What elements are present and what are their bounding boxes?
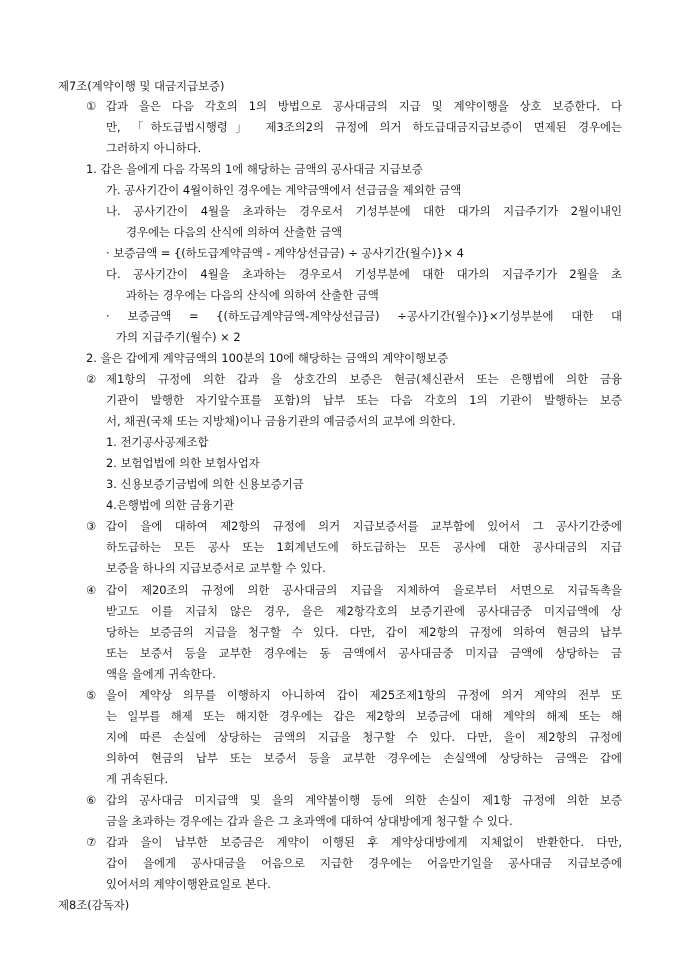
paragraph-7-marker: ⑦ xyxy=(86,835,97,849)
agency-list-item: 4.은행법에 의한 금융기관 xyxy=(106,498,235,512)
paragraph-7-line: 갑과 을이 납부한 보증금은 계약이 이행된 후 계약상대방에게 지체없이 반환한다. 다만, xyxy=(106,835,622,849)
paragraph-7-line: 있어서의 계약이행완료일로 본다. xyxy=(106,877,271,891)
paragraph-1-line: 만, 「하도급법시행령」 제3조의2의 규정에 의거 하도급대금지급보증이 면제된 경우에는 xyxy=(106,120,622,134)
formula-2-line: · 보증금액 = {(하도급계약금액-계약상선급금) ÷공사기간(월수)}×기성부분에 대한 대 xyxy=(106,309,622,323)
paragraph-1-line: 갑과 을은 다음 각호의 1의 방법으로 공사대금의 지급 및 계약이행을 상호 보증한다. 다 xyxy=(106,99,622,113)
paragraph-2-marker: ② xyxy=(86,372,97,386)
item-1-label: 1. 갑은 을에게 다음 각목의 1에 해당하는 금액의 공사대금 지급보증 xyxy=(86,162,423,176)
item-1-na-line: 경우에는 다음의 산식에 의하여 산출한 금액 xyxy=(126,225,343,239)
paragraph-4-line: 갑이 제20조의 규정에 의한 공사대금의 지급을 지체하여 을로부터 서면으로 지급독촉을 xyxy=(106,583,622,597)
paragraph-2-line: 제1항의 규정에 의한 갑과 을 상호간의 보증은 현금(체신관서 또는 은행법에 의한 금융 xyxy=(106,372,622,386)
formula-2-line: 가의 지급주기(월수) × 2 xyxy=(116,330,241,344)
paragraph-7-line: 갑이 을에게 공사대금을 어음으로 지급한 경우에는 어음만기일을 공사대금 지급보증에 xyxy=(106,856,622,870)
paragraph-5-line: 의하여 현금의 납부 또는 보증서 등을 교부한 경우에는 손실액에 상당하는 금액은 갑에 xyxy=(106,751,622,765)
item-1-na-line: 나. 공사기간이 4월을 초과하는 경우로서 기성부분에 대한 대가의 지급주기가 2월이내인 xyxy=(106,204,622,218)
paragraph-5-marker: ⑤ xyxy=(86,688,97,702)
paragraph-2-line: 서, 채권(국채 또는 지방채)이나 금융기관의 예금증서의 교부에 의한다. xyxy=(106,414,456,428)
paragraph-5-line: 을이 계약상 의무를 이행하지 아니하여 갑이 제25조제1항의 규정에 의거 계약의 전부 또 xyxy=(106,688,622,702)
paragraph-6-line: 갑의 공사대금 미지급액 및 을의 계약불이행 등에 의한 손실이 제1항 규정에 의한 보증 xyxy=(106,793,622,807)
agency-list-item: 2. 보험업법에 의한 보험사업자 xyxy=(106,456,260,470)
agency-list-item: 1. 전기공사공제조합 xyxy=(106,435,209,449)
paragraph-3-marker: ③ xyxy=(86,519,97,533)
paragraph-4-marker: ④ xyxy=(86,583,97,597)
paragraph-2-line: 기관이 발행한 자기앞수표를 포함)의 납부 또는 다음 각호의 1의 기관이 발행하는 보증 xyxy=(106,393,622,407)
formula-1: · 보증금액 = {(하도급계약금액 - 계약상선급금) ÷ 공사기간(월수)}× 4 xyxy=(106,246,464,260)
paragraph-3-line: 보증을 하나의 지급보증서로 교부할 수 있다. xyxy=(106,561,326,575)
paragraph-4-line: 당하는 보증금의 지급을 청구할 수 있다. 다만, 갑이 제2항의 규정에 의하여 현금의 납부 xyxy=(106,625,622,639)
agency-list-item: 3. 신용보증기금법에 의한 신용보증기금 xyxy=(106,477,304,491)
article-7-title: 제7조(계약이행 및 대금지급보증) xyxy=(58,79,225,93)
paragraph-4-line: 받고도 이를 지급치 않은 경우, 을은 제2항각호의 보증기관에 공사대금중 미지급액에 상 xyxy=(106,604,622,618)
paragraph-1-marker: ① xyxy=(86,99,97,113)
item-1-da-line: 과하는 경우에는 다음의 산식에 의하여 산출한 금액 xyxy=(126,288,379,302)
paragraph-5-line: 는 일부를 해제 또는 해지한 경우에는 갑은 제2항의 보증금에 대해 계약의 해제 또는 해 xyxy=(106,709,622,723)
item-1-da-line: 다. 공사기간이 4월을 초과하는 경우로서 기성부분에 대한 대가의 지급주기가 2월을 초 xyxy=(106,267,622,281)
article-8-title: 제8조(감독자) xyxy=(58,898,130,912)
item-1-ga: 가. 공사기간이 4월이하인 경우에는 계약금액에서 선급금을 제외한 금액 xyxy=(106,183,462,197)
paragraph-5-line: 지에 따른 손실에 상당하는 금액의 지급을 청구할 수 있다. 다만, 을이 제2항의 규정에 xyxy=(106,730,622,744)
paragraph-1-line: 그러하지 아니하다. xyxy=(106,141,202,155)
paragraph-4-line: 또는 보증서 등을 교부한 경우에는 동 금액에서 공사대금중 미지급 금액에 상당하는 금 xyxy=(106,646,622,660)
paragraph-3-line: 하도급하는 모든 공사 또는 1회계년도에 하도급하는 모든 공사에 대한 공사대금의 지급 xyxy=(106,540,622,554)
paragraph-3-line: 갑이 을에 대하여 제2항의 규정에 의거 지급보증서를 교부함에 있어서 그 공사기간중에 xyxy=(106,519,622,533)
item-2: 2. 을은 갑에게 계약금액의 100분의 10에 해당하는 금액의 계약이행보증 xyxy=(86,351,449,365)
paragraph-5-line: 게 귀속된다. xyxy=(106,772,169,786)
paragraph-4-line: 액을 을에게 귀속한다. xyxy=(106,667,216,681)
paragraph-6-line: 금을 초과하는 경우에는 갑과 을은 그 초과액에 대하여 상대방에게 청구할 수 있다. xyxy=(106,814,513,828)
paragraph-6-marker: ⑥ xyxy=(86,793,97,807)
